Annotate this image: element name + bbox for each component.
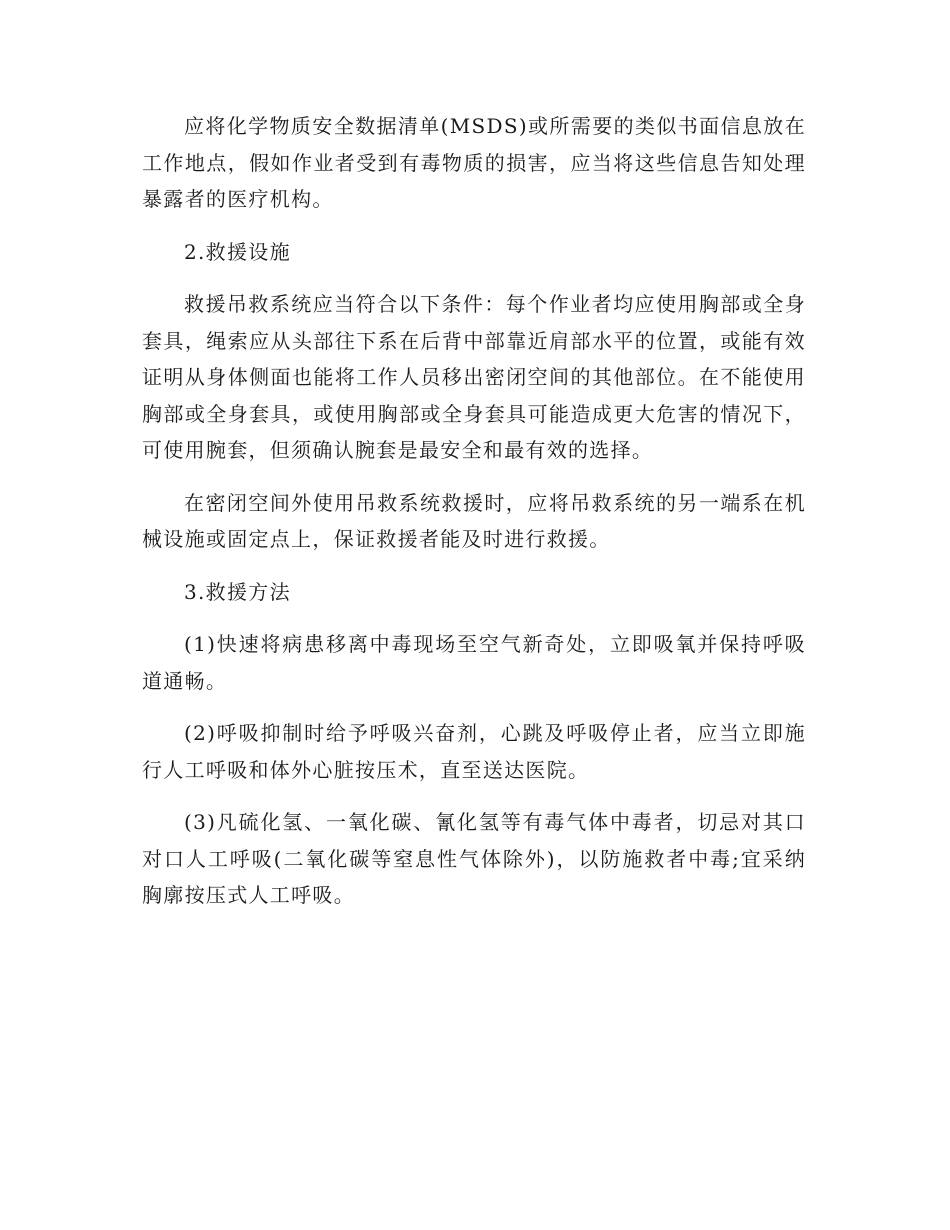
document-body: [142, 108, 806, 930]
paragraph-rescue-anchor: 在密闭空间外使用吊救系统救援时，应将吊救系统的另一端系在机械设施或固定点上，保证救援者能及时进行救援。: [142, 490, 806, 551]
paragraph-method-2: (2)呼吸抑制时给予呼吸兴奋剂，心跳及呼吸停止者，应当立即施行人工呼吸和体外心脏按压术，直至送达医院。: [142, 721, 806, 782]
section-heading-rescue-facilities: 2.救援设施: [184, 239, 291, 264]
paragraph-msds: 应将化学物质安全数据清单(MSDS)或所需要的类似书面信息放在工作地点，假如作业者受到有毒物质的损害，应当将这些信息告知处理暴露者的医疗机构。: [142, 114, 806, 211]
paragraph-method-3: (3)凡硫化氢、一氧化碳、氰化氢等有毒气体中毒者，切忌对其口对口人工呼吸(二氧化碳等窒息性气体除外)，以防施救者中毒;宜采纳胸廓按压式人工呼吸。: [142, 810, 806, 907]
section-heading-rescue-methods: 3.救援方法: [184, 579, 291, 604]
paragraph-method-1: (1)快速将病患移离中毒现场至空气新奇处，立即吸氧并保持呼吸道通畅。: [142, 632, 806, 693]
paragraph-rescue-system: 救援吊救系统应当符合以下条件：每个作业者均应使用胸部或全身套具，绳索应从头部往下系在后背中部靠近肩部水平的位置，或能有效证明从身体侧面也能将工作人员移出密闭空间的其他部位。在不能使用胸部或全身套具，或使用胸部或全身套具可能造成更大危害的情况下，可使用腕套，但须确认腕套是最安全和最有效的选择。: [142, 292, 806, 462]
